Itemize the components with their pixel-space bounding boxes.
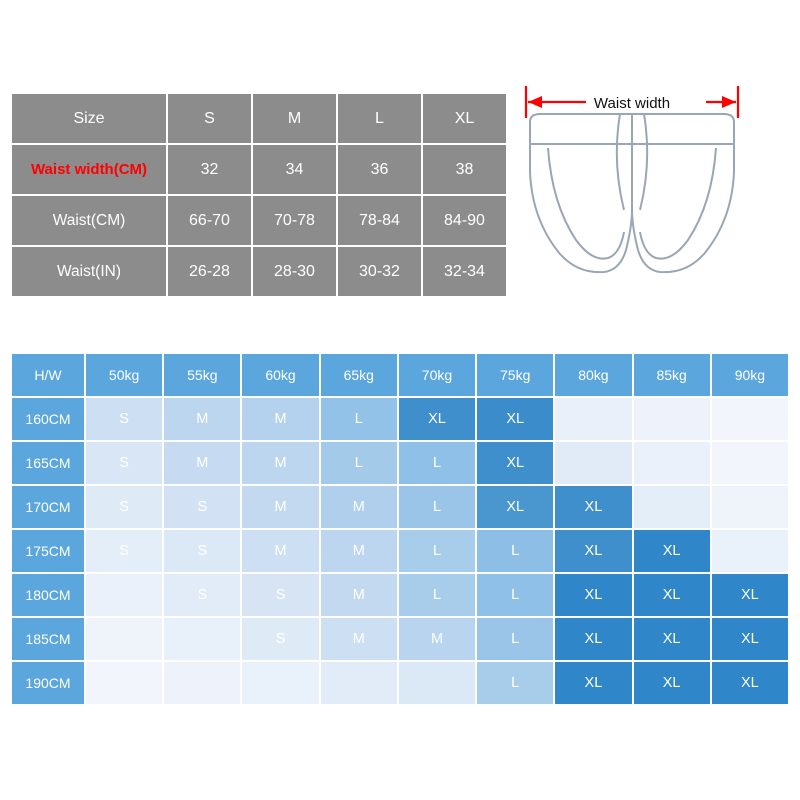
cell-160cm-60kg: M [242,398,318,440]
cell-170cm-65kg: M [321,486,397,528]
row-header-175cm: 175CM [12,530,84,572]
row-header-180cm: 180CM [12,574,84,616]
cell-waist-width-xl: 38 [422,144,507,195]
cell-165cm-55kg: M [164,442,240,484]
cell-180cm-65kg: M [321,574,397,616]
cell-185cm-85kg: XL [634,618,710,660]
table-row [12,662,788,704]
height-weight-table [10,352,790,706]
cell-185cm-75kg: L [477,618,553,660]
cell-165cm-50kg: S [86,442,162,484]
cell-160cm-85kg [634,398,710,440]
cell-185cm-80kg: XL [555,618,631,660]
cell-waist-in-l: 30-32 [337,246,422,297]
col-header-80kg: 80kg [555,354,631,396]
cell-165cm-70kg: L [399,442,475,484]
cell-170cm-75kg: XL [477,486,553,528]
cell-190cm-80kg: XL [555,662,631,704]
cell-175cm-85kg: XL [634,530,710,572]
cell-165cm-75kg: XL [477,442,553,484]
cell-190cm-60kg [242,662,318,704]
table-row-header [12,354,788,396]
cell-180cm-50kg [86,574,162,616]
cell-165cm-90kg [712,442,788,484]
underwear-measurement-diagram [508,44,790,296]
cell-185cm-55kg [164,618,240,660]
cell-180cm-55kg: S [164,574,240,616]
cell-170cm-50kg: S [86,486,162,528]
cell-180cm-90kg: XL [712,574,788,616]
cell-190cm-50kg [86,662,162,704]
arrow-head-left [528,96,542,108]
row-header-160cm: 160CM [12,398,84,440]
col-header-70kg: 70kg [399,354,475,396]
cell-160cm-90kg [712,398,788,440]
cell-180cm-80kg: XL [555,574,631,616]
cell-175cm-70kg: L [399,530,475,572]
row-header-190cm: 190CM [12,662,84,704]
table-row [12,530,788,572]
size-header-m: M [252,93,337,144]
cell-160cm-70kg: XL [399,398,475,440]
cell-waist-in-xl: 32-34 [422,246,507,297]
cell-175cm-80kg: XL [555,530,631,572]
row-header-165cm: 165CM [12,442,84,484]
cell-160cm-80kg [555,398,631,440]
cell-175cm-55kg: S [164,530,240,572]
size-chart-table-container [10,92,488,298]
cell-165cm-85kg [634,442,710,484]
cell-185cm-90kg: XL [712,618,788,660]
size-header-cell: Size [11,93,167,144]
col-header-55kg: 55kg [164,354,240,396]
cell-175cm-65kg: M [321,530,397,572]
size-header-s: S [167,93,252,144]
cell-160cm-50kg: S [86,398,162,440]
cell-waist-cm-xl: 84-90 [422,195,507,246]
table-row [11,144,507,195]
cell-160cm-55kg: M [164,398,240,440]
table-row [12,398,788,440]
table-row-header [11,93,507,144]
cell-waist-cm-m: 70-78 [252,195,337,246]
table-row [11,246,507,297]
cell-190cm-65kg [321,662,397,704]
cell-190cm-90kg: XL [712,662,788,704]
cell-175cm-50kg: S [86,530,162,572]
cell-185cm-65kg: M [321,618,397,660]
cell-160cm-75kg: XL [477,398,553,440]
cell-190cm-70kg [399,662,475,704]
cell-185cm-50kg [86,618,162,660]
cell-waist-in-m: 28-30 [252,246,337,297]
cell-190cm-55kg [164,662,240,704]
arrow-head-right [722,96,736,108]
cell-175cm-60kg: M [242,530,318,572]
cell-170cm-55kg: S [164,486,240,528]
cell-170cm-60kg: M [242,486,318,528]
cell-160cm-65kg: L [321,398,397,440]
cell-170cm-70kg: L [399,486,475,528]
cell-180cm-70kg: L [399,574,475,616]
row-header-170cm: 170CM [12,486,84,528]
height-weight-table-body [12,398,788,704]
cell-165cm-65kg: L [321,442,397,484]
size-header-l: L [337,93,422,144]
col-header-65kg: 65kg [321,354,397,396]
cell-180cm-60kg: S [242,574,318,616]
cell-185cm-70kg: M [399,618,475,660]
cell-170cm-85kg [634,486,710,528]
cell-waist-in-s: 26-28 [167,246,252,297]
cell-170cm-90kg [712,486,788,528]
row-label-waist-width-cm: Waist width(CM) [11,144,167,195]
row-label-waist-cm: Waist(CM) [11,195,167,246]
col-header-50kg: 50kg [86,354,162,396]
cell-180cm-85kg: XL [634,574,710,616]
size-chart-table [10,92,508,298]
table-row [12,486,788,528]
waist-width-label: Waist width [593,95,671,112]
cell-waist-width-l: 36 [337,144,422,195]
table-row [12,442,788,484]
cell-waist-width-m: 34 [252,144,337,195]
cell-165cm-60kg: M [242,442,318,484]
hw-corner-label: H/W [12,354,84,396]
cell-190cm-85kg: XL [634,662,710,704]
cell-175cm-75kg: L [477,530,553,572]
col-header-85kg: 85kg [634,354,710,396]
cell-waist-width-s: 32 [167,144,252,195]
table-row [12,618,788,660]
cell-waist-cm-s: 66-70 [167,195,252,246]
table-row [12,574,788,616]
size-header-xl: XL [422,93,507,144]
cell-185cm-60kg: S [242,618,318,660]
row-label-waist-in: Waist(IN) [11,246,167,297]
height-weight-table-container [10,352,790,706]
cell-170cm-80kg: XL [555,486,631,528]
cell-165cm-80kg [555,442,631,484]
cell-waist-cm-l: 78-84 [337,195,422,246]
col-header-60kg: 60kg [242,354,318,396]
briefs-outline [530,114,734,272]
row-header-185cm: 185CM [12,618,84,660]
cell-180cm-75kg: L [477,574,553,616]
table-row [11,195,507,246]
cell-175cm-90kg [712,530,788,572]
cell-190cm-75kg: L [477,662,553,704]
col-header-90kg: 90kg [712,354,788,396]
col-header-75kg: 75kg [477,354,553,396]
